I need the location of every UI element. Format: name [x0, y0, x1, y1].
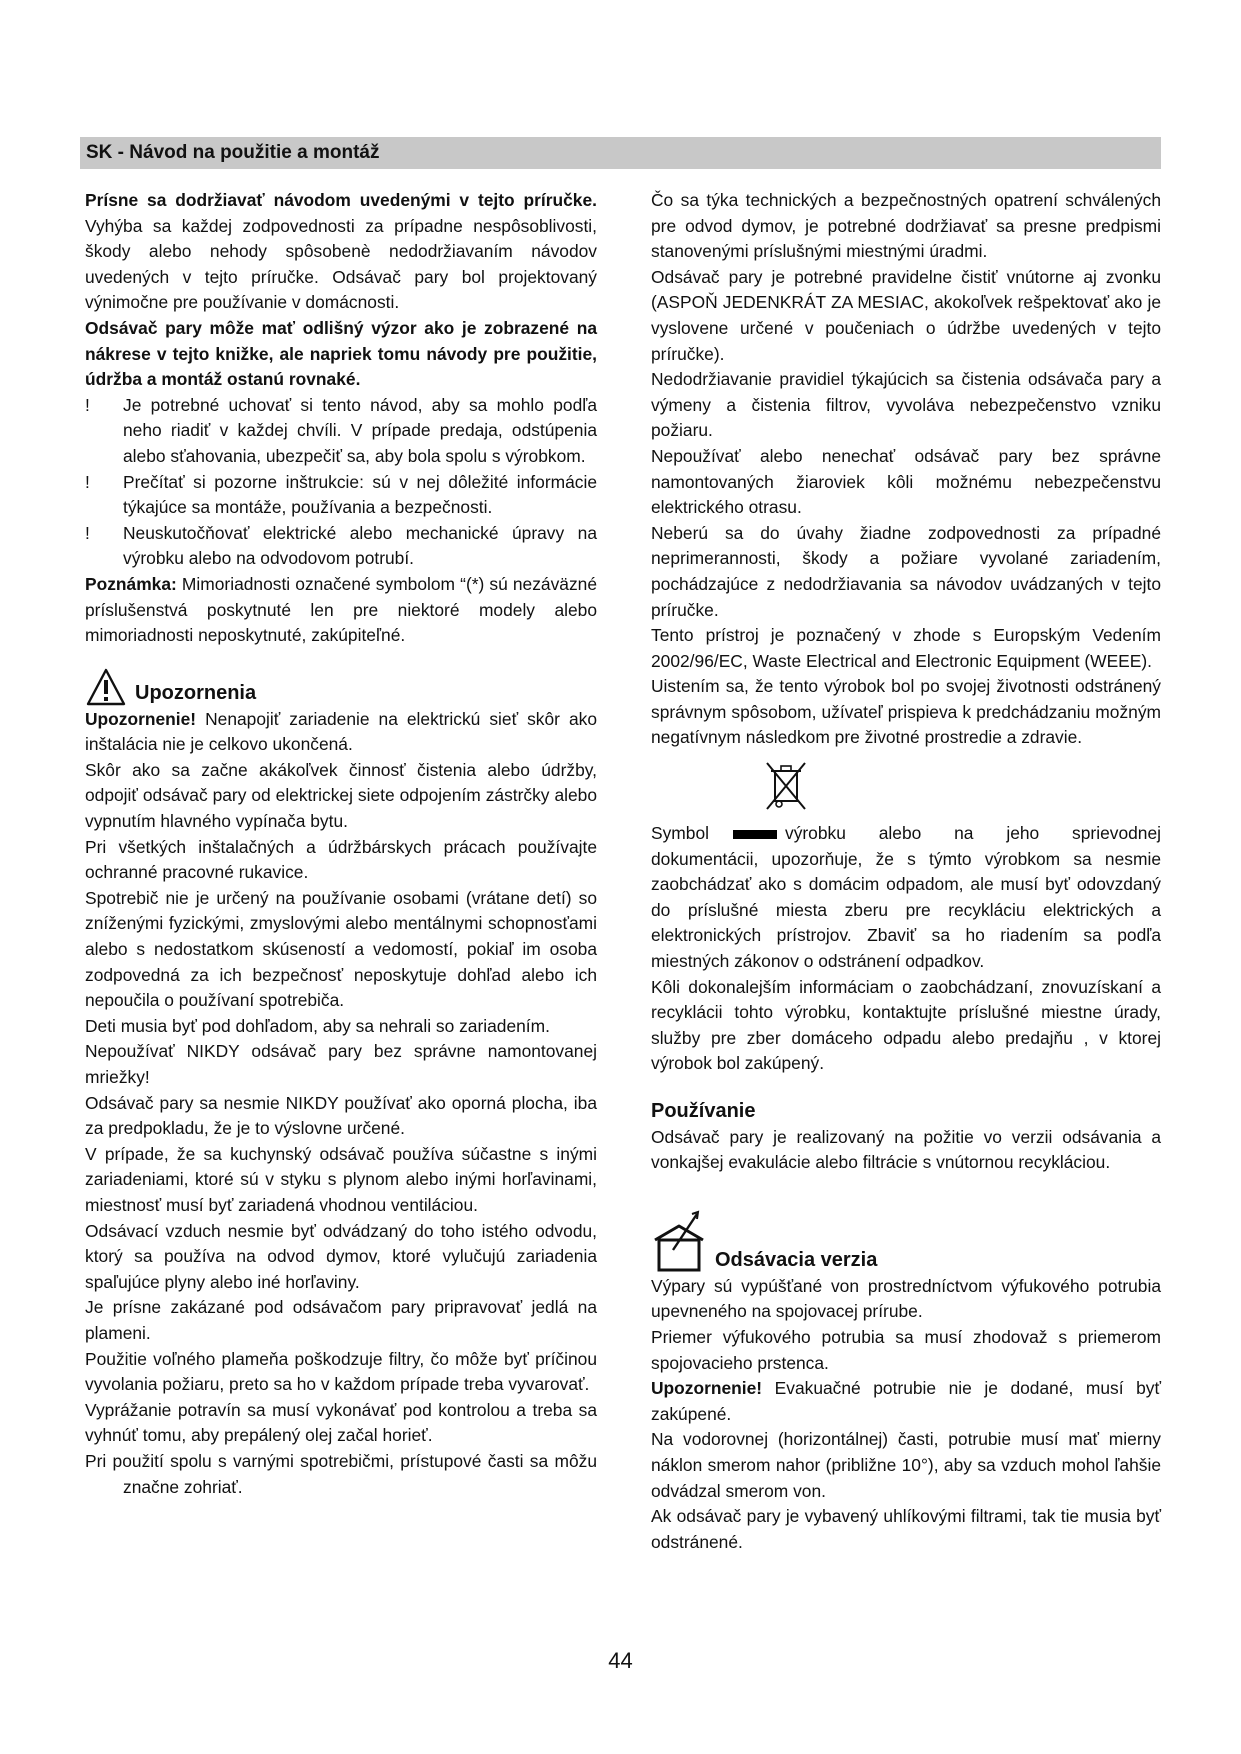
text-paragraph: Nepoužívať NIKDY odsávač pary bez správne namontovanej mriežky! — [85, 1041, 597, 1087]
text-paragraph: Pri všetkých inštalačných a údržbárskych prácach používajte ochranné pracovné rukavice. — [85, 836, 597, 883]
appearance-bold: Odsávač pary môže mať odlišný výzor ako je zobrazené na nákrese v tejto knižke, ale napriek tomu návody pre použitie, údržba a montáž ostanú rovnaké. — [85, 317, 597, 390]
usage-heading — [651, 1099, 1161, 1125]
warning-paragraph — [85, 707, 597, 758]
bullet-item — [85, 470, 597, 521]
usage-paragraph: Odsávač pary je realizovaný na požitie vo verzii odsávania a vonkajšej evakulácie alebo filtrácie s vnútornou recykláciou. — [651, 1126, 1161, 1173]
symbol-text: výrobku alebo na jeho sprievodnej dokumentácii, upozorňuje, že s týmto výrobkom sa nesmie zaobchádzať ako s domácim odpadom, ale musí byť odovzdaný do príslušné miesta zberu pre recykláciu elektrických a elektronických prístrojov. Zbaviť sa ho riadením sa podľa miestných zákonov o odstránení odpadkov. — [651, 823, 1161, 972]
right-column — [651, 188, 1161, 1555]
note-text: Mimoriadnosti označené symbolom “(*) sú nezáväzné príslušenstvá poskytnuté len pre niektoré modely alebo mimoriadnosti neposkytnuté, zakúpiteľné. — [85, 573, 597, 646]
exhaust-warning-text: Evakuačné potrubie nie je dodané, musí byť zakúpené. — [651, 1378, 1161, 1424]
bullet-mark: ! — [85, 394, 90, 415]
bullet-mark: ! — [85, 471, 90, 492]
house-vent-icon — [651, 1210, 711, 1274]
left-column — [85, 188, 597, 1500]
text-paragraph: Nedodržiavanie pravidiel týkajúcich sa čistenia odsávača pary a výmeny a čistenia filtrov, vyvoláva nebezpečenstvo vzniku požiaru. — [651, 369, 1161, 441]
warnings-title: Upozornenia — [135, 682, 257, 705]
crossed-bin-icon — [761, 759, 811, 817]
black-bar-icon — [733, 830, 777, 839]
exhaust-title: Odsávacia verzia — [715, 1249, 878, 1272]
text-paragraph: Odsávací vzduch nesmie byť odvádzaný do toho istého odvodu, ktorý sa používa na odvod dymov, ktoré vylučujú zariadenia spaľujúce plyny alebo iné horľaviny. — [85, 1220, 597, 1292]
appearance-paragraph — [85, 316, 597, 393]
text-paragraph: Uistením sa, že tento výrobok bol po svojej životnosti odstránený správnym spôsobom, užívateľ prispieva k predchádzaniu možným negatívnym následkom pre životné prostredie a zdravie. — [651, 676, 1161, 748]
text-paragraph: Deti musia byť pod dohľadom, aby sa nehrali so zariadením. — [85, 1015, 550, 1036]
warnings-heading — [85, 663, 597, 707]
text-paragraph: Pri použití spolu s varnými spotrebičmi, prístupové časti sa môžu značne zohriať. — [85, 1450, 597, 1497]
text-paragraph: Výpary sú vypúšťané von prostredníctvom výfukového potrubia upevneného na spojovacej prírube. — [651, 1275, 1161, 1322]
exhaust-heading — [651, 1210, 1161, 1274]
text-paragraph: Priemer výfukového potrubia sa musí zhodovaž s priemerom spojovacieho prstenca. — [651, 1326, 1161, 1373]
text-paragraph: Odsávač pary je potrebné pravidelne čistiť vnútorne aj zvonku (ASPOŇ JEDENKRÁT ZA MESIAC, akokoľvek rešpektovať ako je vyslovene určené v poučeniach o údržbe uvedených v tejto príručke). — [651, 266, 1161, 364]
exhaust-warning-label: Upozornenie! — [651, 1378, 763, 1399]
text-paragraph: Spotrebič nie je určený na používanie osobami (vrátane detí) so zníženými fyzickými, zmyslovými alebo mentálnymi schopnosťami alebo s nedostatkom skúseností a vedomostí, pokiaľ im osoba zodpovedná za ich bezpečnosť neposkytuje dohľad alebo ich nepoučila o používaní spotrebiča. — [85, 887, 597, 1011]
section-header — [80, 137, 1161, 169]
intro-paragraph — [85, 188, 597, 316]
text-paragraph: Použitie voľného plameňa poškodzuje filtry, čo môže byť príčinou vyvolania požiaru, preto sa ho v každom prípade treba vyvarovať. — [85, 1348, 597, 1395]
text-paragraph: Je prísne zakázané pod odsávačom pary pripravovať jedlá na plameni. — [85, 1297, 597, 1343]
note-paragraph — [85, 572, 597, 649]
bullet-text: Neuskutočňovať elektrické alebo mechanické úpravy na výrobku alebo na odvodovom potrubí. — [123, 522, 597, 569]
bullet-item — [85, 521, 597, 572]
section-title: SK - Návod na použitie a montáž — [86, 142, 380, 163]
warning-label: Upozornenie! — [85, 708, 197, 729]
text-paragraph: V prípade, že sa kuchynský odsávač používa súčastne s inými zariadeniami, ktoré sú v styku s plynom alebo inými horľavinami, miestnosť musí byť zariadená vhodnou ventiláciou. — [85, 1143, 597, 1215]
exhaust-warning-paragraph — [651, 1376, 1161, 1427]
bullet-item — [85, 393, 597, 470]
bullet-mark: ! — [85, 522, 90, 543]
text-paragraph: Skôr ako sa začne akákoľvek činnosť čistenia alebo údržby, odpojiť odsávač pary od elektrickej siete odpojením zástrčky alebo vypnutím hlavného vypínača bytu. — [85, 759, 597, 832]
symbol-word: Symbol — [651, 823, 709, 844]
text-paragraph: Tento prístroj je poznačený v zhode s Europským Vedením 2002/96/EC, Waste Electrical and Electronic Equipment (WEEE). — [651, 625, 1161, 671]
symbol-paragraph — [651, 821, 1161, 975]
bullet-text: Prečítať si pozorne inštrukcie: sú v nej dôležité informácie týkajúce sa montáže, používania a bezpečnosti. — [123, 471, 597, 518]
text-paragraph: Nepoužívať alebo nenechať odsávač pary bez správne namontovaných žiaroviek kôli možnému nebezpečenstvu elektrického otrasu. — [651, 445, 1161, 518]
intro-bold: Prísne sa dodržiavať návodom uvedenými v tejto príručke. — [85, 190, 597, 210]
usage-title: Používanie — [651, 1100, 756, 1122]
text-paragraph: Na vodorovnej (horizontálnej) časti, potrubie musí mať mierny náklon smerom nahor (približne 10°), aby sa vzduch mohol ľahšie odvádzal smerom von. — [651, 1429, 1161, 1501]
note-label: Poznámka: — [85, 573, 177, 594]
warning-triangle-icon — [85, 667, 127, 707]
text-paragraph: Neberú sa do úvahy žiadne zodpovednosti za prípadné neprimerannosti, škody a požiare vyvolané zariadením, pochádzajúce z nedodržiavania sa návodov uvádzaných v tejto príručke. — [651, 522, 1161, 620]
warning-text: Nenapojiť zariadenie na elektrickú sieť skôr ako inštalácia nie je celkovo ukončená. — [85, 708, 597, 755]
bullet-text: Je potrebné uchovať si tento návod, aby sa mohlo podľa neho riadiť v každej chvíli. V prípade predaja, odstúpenia alebo sťahovania, ubezpečiť sa, aby bola spolu s výrobkom. — [123, 394, 597, 466]
text-paragraph: Ak odsávač pary je vybavený uhlíkovými filtrami, tak tie musia byť odstránené. — [651, 1506, 1161, 1552]
intro-text: Vyhýba sa každej zodpovednosti za prípadne nespôsoblivosti, škody alebo nehody spôsobenè nedodržiavaním návodov uvedených v tejto príručke. Odsávač pary bol projektovaný výnimočne pre používanie v domácnosti. — [85, 215, 597, 313]
text-paragraph: Čo sa týka technických a bezpečnostných opatrení schválených pre odvod dymov, je potrebné dodržiavať sa presne predpismi stanovenými príslušnými miestnými úradmi. — [651, 190, 1161, 262]
text-paragraph: Odsávač pary sa nesmie NIKDY používať ako oporná plocha, iba za predpokladu, že je to výslovne určené. — [85, 1092, 597, 1139]
text-paragraph: Vyprážanie potravín sa musí vykonávať pod kontrolou a treba sa vyhnúť tomu, aby prepálený olej začal horieť. — [85, 1399, 597, 1446]
page-number: 44 — [608, 1648, 633, 1673]
text-paragraph: Kôli dokonalejším informáciam o zaobchádzaní, znovuzískaní a recyklácii tohto výrobku, kontaktujte príslušné miestne úrady, služby pre zber domáceho odpadu alebo predajňu , v ktorej výrobok bol zakúpený. — [651, 976, 1161, 1074]
